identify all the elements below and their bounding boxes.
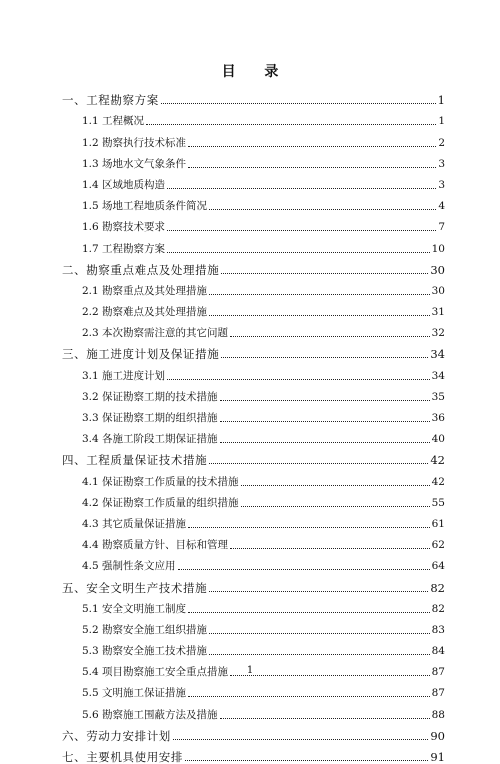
toc-entry-page-number: 84 <box>431 645 445 658</box>
toc-entry-label: 5.1 安全文明施工制度 <box>82 602 187 615</box>
toc-entry-page-number: 4 <box>438 200 445 213</box>
toc-section-entry[interactable] <box>62 213 445 234</box>
toc-chapter-entry[interactable] <box>62 743 445 764</box>
toc-entry-label: 3.3 保证勘察工期的组织措施 <box>82 412 218 424</box>
toc-entry-page-number: 31 <box>431 306 445 319</box>
toc-entry-page-number: 42 <box>431 475 445 488</box>
dot-leader <box>167 239 430 253</box>
toc-section-entry[interactable] <box>62 107 445 128</box>
toc-entry-page-number: 1 <box>437 93 445 108</box>
toc-entry-label: 5.6 勘察施工围蔽方法及措施 <box>82 708 218 721</box>
dot-leader <box>188 514 430 528</box>
toc-section-entry[interactable] <box>62 531 445 552</box>
toc-entry-label: 七、主要机具使用安排 <box>62 750 183 764</box>
toc-section-entry[interactable] <box>62 298 445 319</box>
toc-entry-page-number: 62 <box>431 539 445 552</box>
toc-entry-label: 4.4 勘察质量方针、目标和管理 <box>82 539 229 552</box>
toc-entry-label: 1.3 场地水文气象条件 <box>82 157 187 170</box>
toc-entry-label: 1.7 工程勘察方案 <box>82 242 166 255</box>
toc-section-entry[interactable] <box>62 700 445 721</box>
toc-entry-label: 3.4 各施工阶段工期保证措施 <box>82 433 218 446</box>
toc-entry-label: 5.3 勘察安全施工技术措施 <box>82 645 208 658</box>
toc-section-entry[interactable] <box>62 277 445 298</box>
toc-section-entry[interactable] <box>62 150 445 171</box>
dot-leader <box>209 196 436 210</box>
toc-entry-page-number: 40 <box>431 433 445 446</box>
toc-entry-label: 2.1 勘察重点及其处理措施 <box>82 284 208 297</box>
dot-leader <box>220 387 430 401</box>
dot-leader <box>188 133 436 147</box>
dot-leader <box>146 111 436 125</box>
toc-entry-label: 3.2 保证勘察工期的技术措施 <box>82 390 218 403</box>
dot-leader <box>178 556 430 570</box>
toc-entry-label: 1.6 勘察技术要求 <box>82 221 166 234</box>
toc-entry-page-number: 91 <box>430 750 445 764</box>
toc-entry-label: 1.4 区域地质构造 <box>82 178 166 191</box>
dot-leader <box>209 620 430 634</box>
toc-section-entry[interactable] <box>62 319 445 340</box>
toc-section-entry[interactable] <box>62 192 445 213</box>
toc-section-entry[interactable] <box>62 425 445 446</box>
dot-leader <box>209 281 430 295</box>
toc-entry-page-number: 3 <box>438 157 445 170</box>
toc-entry-page-number: 87 <box>431 666 445 679</box>
table-of-contents <box>62 86 445 764</box>
toc-entry-page-number: 42 <box>430 453 445 468</box>
toc-entry-label: 六、劳动力安排计划 <box>62 728 171 743</box>
toc-entry-label: 四、工程质量保证技术措施 <box>62 453 208 468</box>
dot-leader <box>209 641 430 655</box>
dot-leader <box>185 747 428 761</box>
dot-leader <box>241 493 430 507</box>
toc-entry-page-number: 1 <box>438 115 445 128</box>
toc-section-entry[interactable] <box>62 404 445 425</box>
toc-entry-label: 2.2 勘察难点及其处理措施 <box>82 306 208 319</box>
toc-entry-page-number: 3 <box>438 178 445 191</box>
toc-chapter-entry[interactable] <box>62 722 445 743</box>
dot-leader <box>209 450 428 464</box>
dot-leader <box>188 599 430 613</box>
toc-entry-label: 三、施工进度计划及保证措施 <box>62 347 220 362</box>
toc-entry-page-number: 64 <box>431 560 445 573</box>
dot-leader <box>230 535 430 549</box>
toc-entry-page-number: 10 <box>431 242 445 255</box>
toc-entry-label: 一、工程勘察方案 <box>62 93 159 108</box>
dot-leader <box>220 408 430 422</box>
toc-chapter-entry[interactable] <box>62 446 445 467</box>
page-title: 目 录 <box>221 64 291 80</box>
dot-leader <box>221 344 428 358</box>
toc-section-entry[interactable] <box>62 679 445 700</box>
toc-entry-page-number: 55 <box>431 496 445 509</box>
toc-entry-label: 二、勘察重点难点及处理措施 <box>62 262 220 277</box>
toc-entry-label: 4.1 保证勘察工作质量的技术措施 <box>82 475 239 488</box>
dot-leader <box>167 366 430 380</box>
toc-section-entry[interactable] <box>62 383 445 404</box>
toc-entry-page-number: 61 <box>431 517 445 530</box>
toc-section-entry[interactable] <box>62 361 445 382</box>
toc-section-entry[interactable] <box>62 128 445 149</box>
dot-leader <box>220 429 430 443</box>
dot-leader <box>241 472 430 486</box>
toc-entry-page-number: 35 <box>431 390 445 403</box>
dot-leader <box>221 260 428 274</box>
toc-chapter-entry[interactable] <box>62 340 445 361</box>
toc-entry-page-number: 87 <box>431 687 445 700</box>
dot-leader <box>173 726 428 740</box>
footer-page-number: 1 <box>246 665 254 676</box>
toc-entry-page-number: 7 <box>438 221 445 234</box>
toc-entry-page-number: 2 <box>438 136 445 149</box>
toc-entry-label: 4.2 保证勘察工作质量的组织措施 <box>82 496 239 509</box>
toc-entry-page-number: 34 <box>431 369 445 382</box>
toc-entry-page-number: 36 <box>431 412 445 424</box>
toc-section-entry[interactable] <box>62 595 445 616</box>
dot-leader <box>209 302 430 316</box>
toc-entry-label: 4.3 其它质量保证措施 <box>82 517 187 530</box>
toc-entry-label: 5.5 文明施工保证措施 <box>82 687 187 700</box>
toc-entry-page-number: 83 <box>431 623 445 636</box>
toc-section-entry[interactable] <box>62 489 445 510</box>
dot-leader <box>209 578 428 592</box>
toc-chapter-entry[interactable] <box>62 256 445 277</box>
toc-entry-page-number: 34 <box>430 347 445 362</box>
toc-entry-label: 1.5 场地工程地质条件简况 <box>82 200 208 213</box>
toc-entry-label: 五、安全文明生产技术措施 <box>62 580 208 595</box>
toc-entry-page-number: 30 <box>430 262 445 277</box>
toc-chapter-entry[interactable] <box>62 86 445 107</box>
toc-section-entry[interactable] <box>62 467 445 488</box>
toc-entry-label: 1.2 勘察执行技术标准 <box>82 136 187 149</box>
dot-leader <box>161 90 436 104</box>
toc-section-entry[interactable] <box>62 510 445 531</box>
toc-entry-label: 5.4 项目勘察施工安全重点措施 <box>82 666 229 679</box>
toc-section-entry[interactable] <box>62 552 445 573</box>
toc-section-entry[interactable] <box>62 637 445 658</box>
toc-entry-page-number: 88 <box>431 708 445 721</box>
toc-section-entry[interactable] <box>62 234 445 255</box>
toc-section-entry[interactable] <box>62 616 445 637</box>
toc-entry-page-number: 30 <box>431 284 445 297</box>
toc-entry-page-number: 32 <box>431 327 445 340</box>
dot-leader <box>230 323 430 337</box>
toc-entry-page-number: 90 <box>430 728 445 743</box>
toc-chapter-entry[interactable] <box>62 573 445 594</box>
toc-section-entry[interactable] <box>62 171 445 192</box>
toc-entry-label: 3.1 施工进度计划 <box>82 369 166 382</box>
dot-leader <box>167 175 436 189</box>
toc-entry-label: 1.1 工程概况 <box>82 115 145 128</box>
toc-entry-label: 5.2 勘察安全施工组织措施 <box>82 623 208 636</box>
toc-entry-page-number: 82 <box>430 580 445 595</box>
dot-leader <box>188 683 430 697</box>
toc-entry-page-number: 82 <box>431 602 445 615</box>
dot-leader <box>167 217 436 231</box>
toc-entry-label: 4.5 强制性条文应用 <box>82 560 176 573</box>
toc-entry-label: 2.3 本次勘察需注意的其它问题 <box>82 327 229 340</box>
dot-leader <box>188 154 436 168</box>
